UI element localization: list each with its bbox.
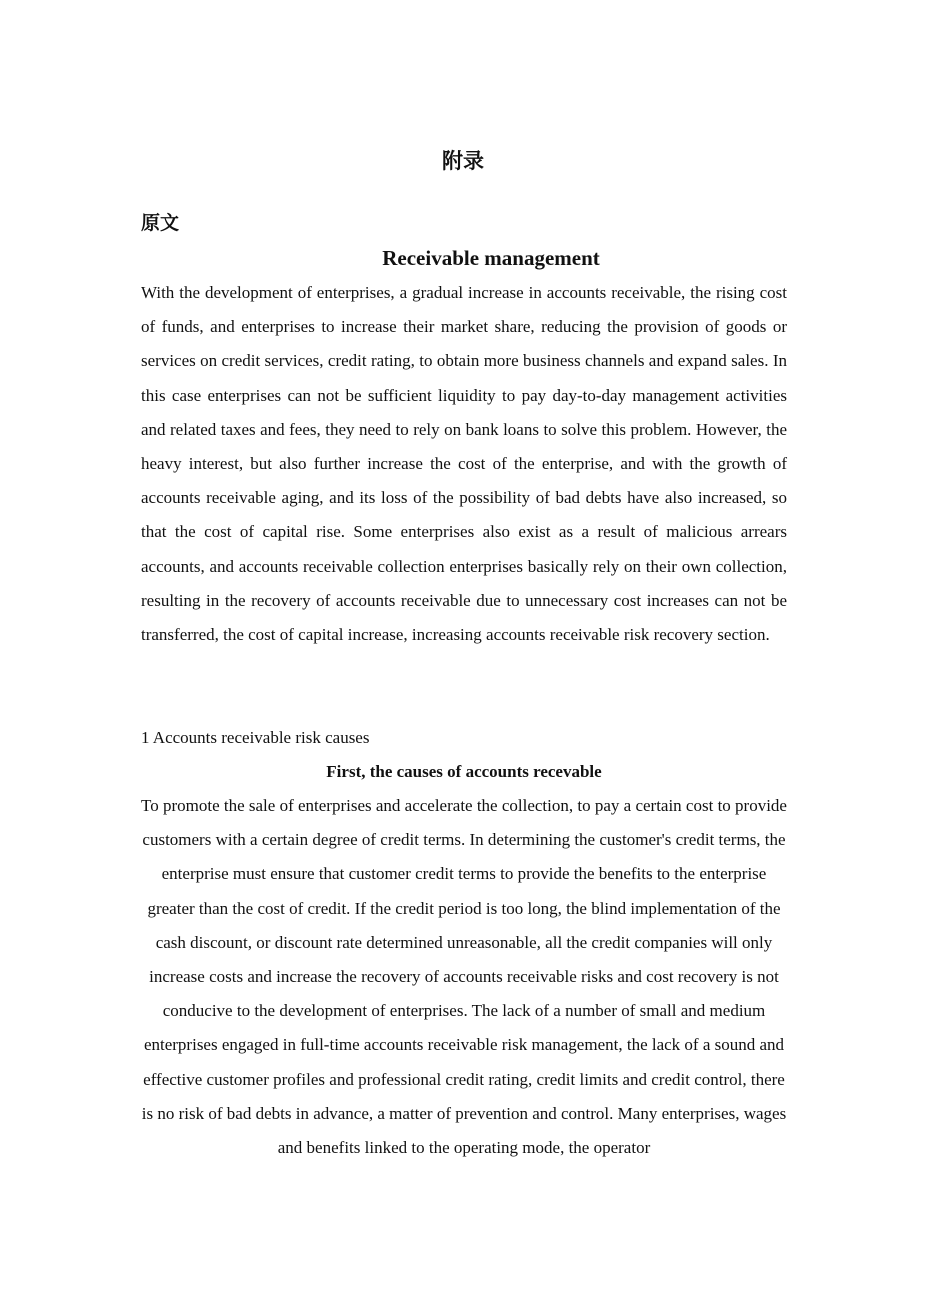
body-paragraph-2: To promote the sale of enterprises and accelerate the collection, to pay a certain cost to provide customers with a certain degree of credit terms. In determining the customer's credit terms, the enterprise must ensure that customer credit terms to provide the benefits to the enterprise greater than the cost of credit. If the credit period is too long, the blind implementation of the cash discount, or discount rate determined unreasonable, all the credit companies will only increase costs and increase the recovery of accounts receivable risks and cost recovery is not conducive to the development of enterprises. The lack of a number of small and medium enterprises engaged in full-time accounts receivable risk management, the lack of a sound and effective customer profiles and professional credit rating, credit limits and credit control, there is no risk of bad debts in advance, a matter of prevention and control. Many enterprises, wages and benefits linked to the operating mode, the operator — [141, 796, 787, 1158]
appendix-title: 附录 — [442, 149, 484, 173]
subsection-heading: First, the causes of accounts recevable — [326, 762, 602, 781]
section-label-original-text: 原文 — [141, 212, 180, 234]
document-title: Receivable management — [382, 246, 600, 270]
body-paragraph-1: With the development of enterprises, a gradual increase in accounts receivable, the rising cost of funds, and enterprises to increase their market share, reducing the provision of goods or services on credit services, credit rating, to obtain more business channels and expand sales. In this case enterprises can not be sufficient liquidity to pay day-to-day management activities and related taxes and fees, they need to rely on bank loans to solve this problem. However, the heavy interest, but also further increase the cost of the enterprise, and with the growth of accounts receivable aging, and its loss of the possibility of bad debts have also increased, so that the cost of capital rise. Some enterprises also exist as a result of malicious arrears accounts, and accounts receivable collection enterprises basically rely on their own collection, resulting in the recovery of accounts receivable due to unnecessary cost increases can not be transferred, the cost of capital increase, increasing accounts receivable risk recovery section. — [141, 283, 787, 645]
section-heading-1: 1 Accounts receivable risk causes — [141, 728, 370, 747]
